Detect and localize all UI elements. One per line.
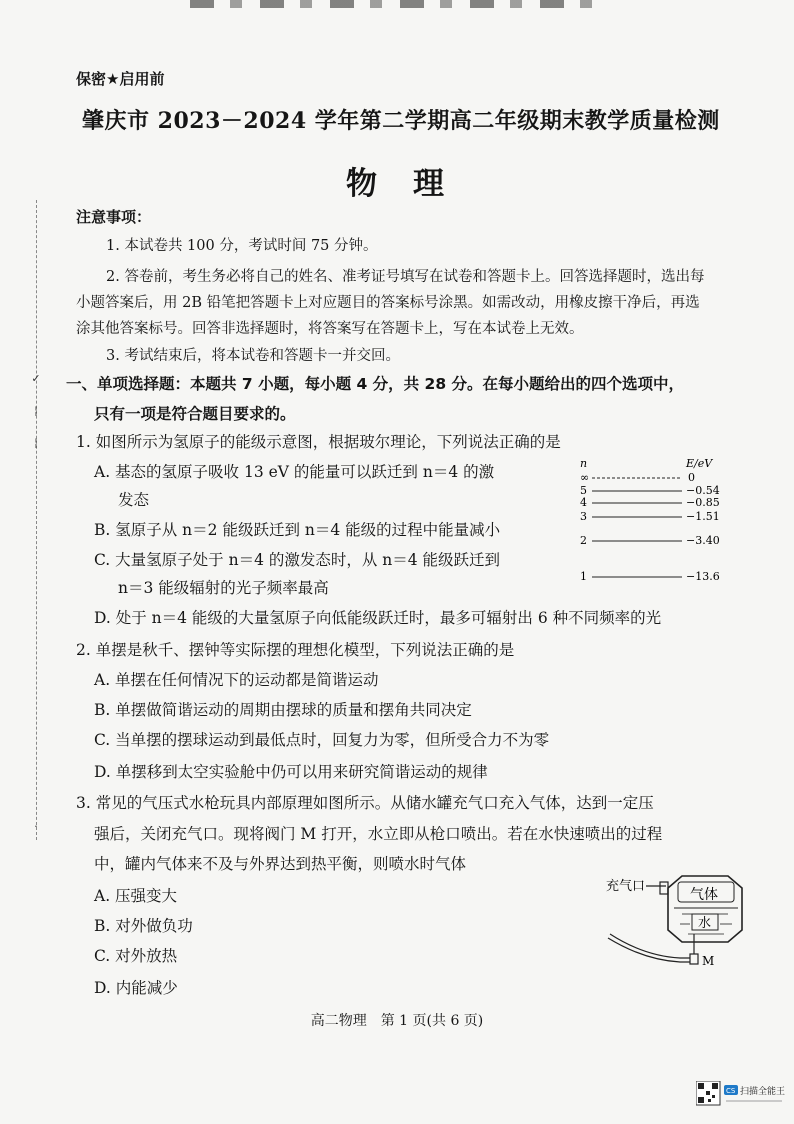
q1-stem: 1. 如图所示为氢原子的能级示意图，根据玻尔理论，下列说法正确的是: [76, 433, 561, 451]
q2-stem: 2. 单摆是秋千、摆钟等实际摆的理想化模型，下列说法正确的是: [76, 641, 515, 659]
level-energy: −0.54: [686, 484, 720, 497]
q2-option-c: C. 当单摆的摆球运动到最低点时，回复力为零，但所受合力不为零: [94, 731, 550, 749]
binding-mark: ¦: [34, 436, 38, 449]
q2-option-b: B. 单摆做简谐运动的周期由摆球的质量和摆角共同决定: [94, 701, 472, 719]
q3-stem-line-3: 中，罐内气体来不及与外界达到热平衡，则喷水时气体: [94, 855, 467, 873]
water-gun-diagram: [604, 872, 754, 968]
q1-option-d: D. 处于 n＝4 能级的大量氢原子向低能级跃迁时，最多可辐射出 6 种不同频率的光: [94, 609, 662, 627]
section-heading-line-1: 一、单项选择题：本题共 7 小题，每小题 4 分，共 28 分。在每小题给出的四个选项中，: [66, 375, 685, 393]
level-n: 5: [580, 484, 587, 497]
q3-stem-line-1: 3. 常见的气压式水枪玩具内部原理如图所示。从储水罐充气口充入气体，达到一定压: [76, 794, 654, 812]
subject-title: 物理: [346, 166, 480, 202]
notice-item-2-line-1: 2. 答卷前，考生务必将自己的姓名、准考证号填写在试卷和答题卡上。回答选择题时，选出每: [106, 269, 705, 285]
q1-option-a: A. 基态的氢原子吸收 13 eV 的能量可以跃迁到 n＝4 的激: [94, 463, 495, 481]
q1-option-b: B. 氢原子从 n＝2 能级跃迁到 n＝4 能级的过程中能量减小: [94, 521, 501, 539]
binding-mark: ·: [34, 820, 38, 833]
water-label: 水: [698, 916, 712, 931]
level-energy: −1.51: [686, 510, 720, 523]
top-scan-artifact: [190, 0, 600, 8]
notice-heading: 注意事项：: [76, 208, 152, 226]
valve-m: [690, 954, 698, 964]
notice-item-1: 1. 本试卷共 100 分，考试时间 75 分钟。: [106, 238, 378, 254]
binding-mark: ✓: [31, 372, 41, 385]
level-n: 2: [580, 534, 587, 547]
confidential-label: 保密★启用前: [76, 70, 165, 88]
energy-level-diagram: [578, 456, 728, 590]
level-n: 3: [580, 510, 587, 523]
valve-label: M: [702, 954, 715, 968]
inlet-label: 充气口: [606, 879, 646, 894]
level-energy: 0: [688, 471, 695, 484]
svg-text:CS: CS: [726, 1087, 736, 1095]
q1-option-c: C. 大量氢原子处于 n＝4 的激发态时，从 n＝4 能级跃迁到: [94, 551, 501, 569]
level-energy: −13.6: [686, 570, 720, 583]
section-heading-line-2: 只有一项是符合题目要求的。: [94, 405, 296, 423]
level-energy: −3.40: [686, 534, 720, 547]
q3-stem-line-2: 强后，关闭充气口。现将阀门 M 打开，水立即从枪口喷出。若在水快速喷出的过程: [94, 825, 663, 843]
q3-option-a: A. 压强变大: [94, 887, 178, 905]
q3-option-b: B. 对外做负功: [94, 917, 193, 935]
tank-body: [668, 876, 742, 942]
n-axis-label: n: [580, 457, 588, 470]
q1-option-a-cont: 发态: [118, 491, 150, 509]
energy-axis-label: E/eV: [686, 457, 713, 470]
q2-option-a: A. 单摆在任何情况下的运动都是简谐运动: [94, 671, 379, 689]
exam-title: 肇庆市 2023－2024 学年第二学期高二年级期末教学质量检测: [82, 108, 720, 134]
q3-option-d: D. 内能减少: [94, 979, 178, 997]
notice-item-3: 3. 考试结束后，将本试卷和答题卡一并交回。: [106, 348, 400, 364]
q1-option-c-cont: n＝3 能级辐射的光子频率最高: [118, 579, 329, 597]
notice-item-2-line-2: 小题答案后，用 2B 铅笔把答题卡上对应题目的答案标号涂黑。如需改动，用橡皮擦干净后，再选: [76, 295, 700, 311]
svg-text:扫描全能王: 扫描全能王: [740, 1087, 786, 1097]
level-n: ∞: [580, 471, 590, 484]
page-footer: 高二物理 第 1 页(共 6 页): [310, 1013, 484, 1029]
level-n: 4: [580, 496, 587, 509]
q2-option-d: D. 单摆移到太空实验舱中仍可以用来研究简谐运动的规律: [94, 763, 488, 781]
scanner-watermark: [696, 1081, 786, 1107]
q3-option-c: C. 对外放热: [94, 947, 178, 965]
level-n: 1: [580, 570, 587, 583]
notice-item-2-line-3: 涂其他答案标号。回答非选择题时，将答案写在答题卡上，写在本试卷上无效。: [76, 321, 584, 337]
binding-mark: ¦: [34, 404, 38, 417]
inlet-valve: [660, 882, 668, 894]
binding-line: [36, 200, 37, 840]
level-energy: −0.85: [686, 496, 720, 509]
gas-label: 气体: [690, 887, 718, 903]
